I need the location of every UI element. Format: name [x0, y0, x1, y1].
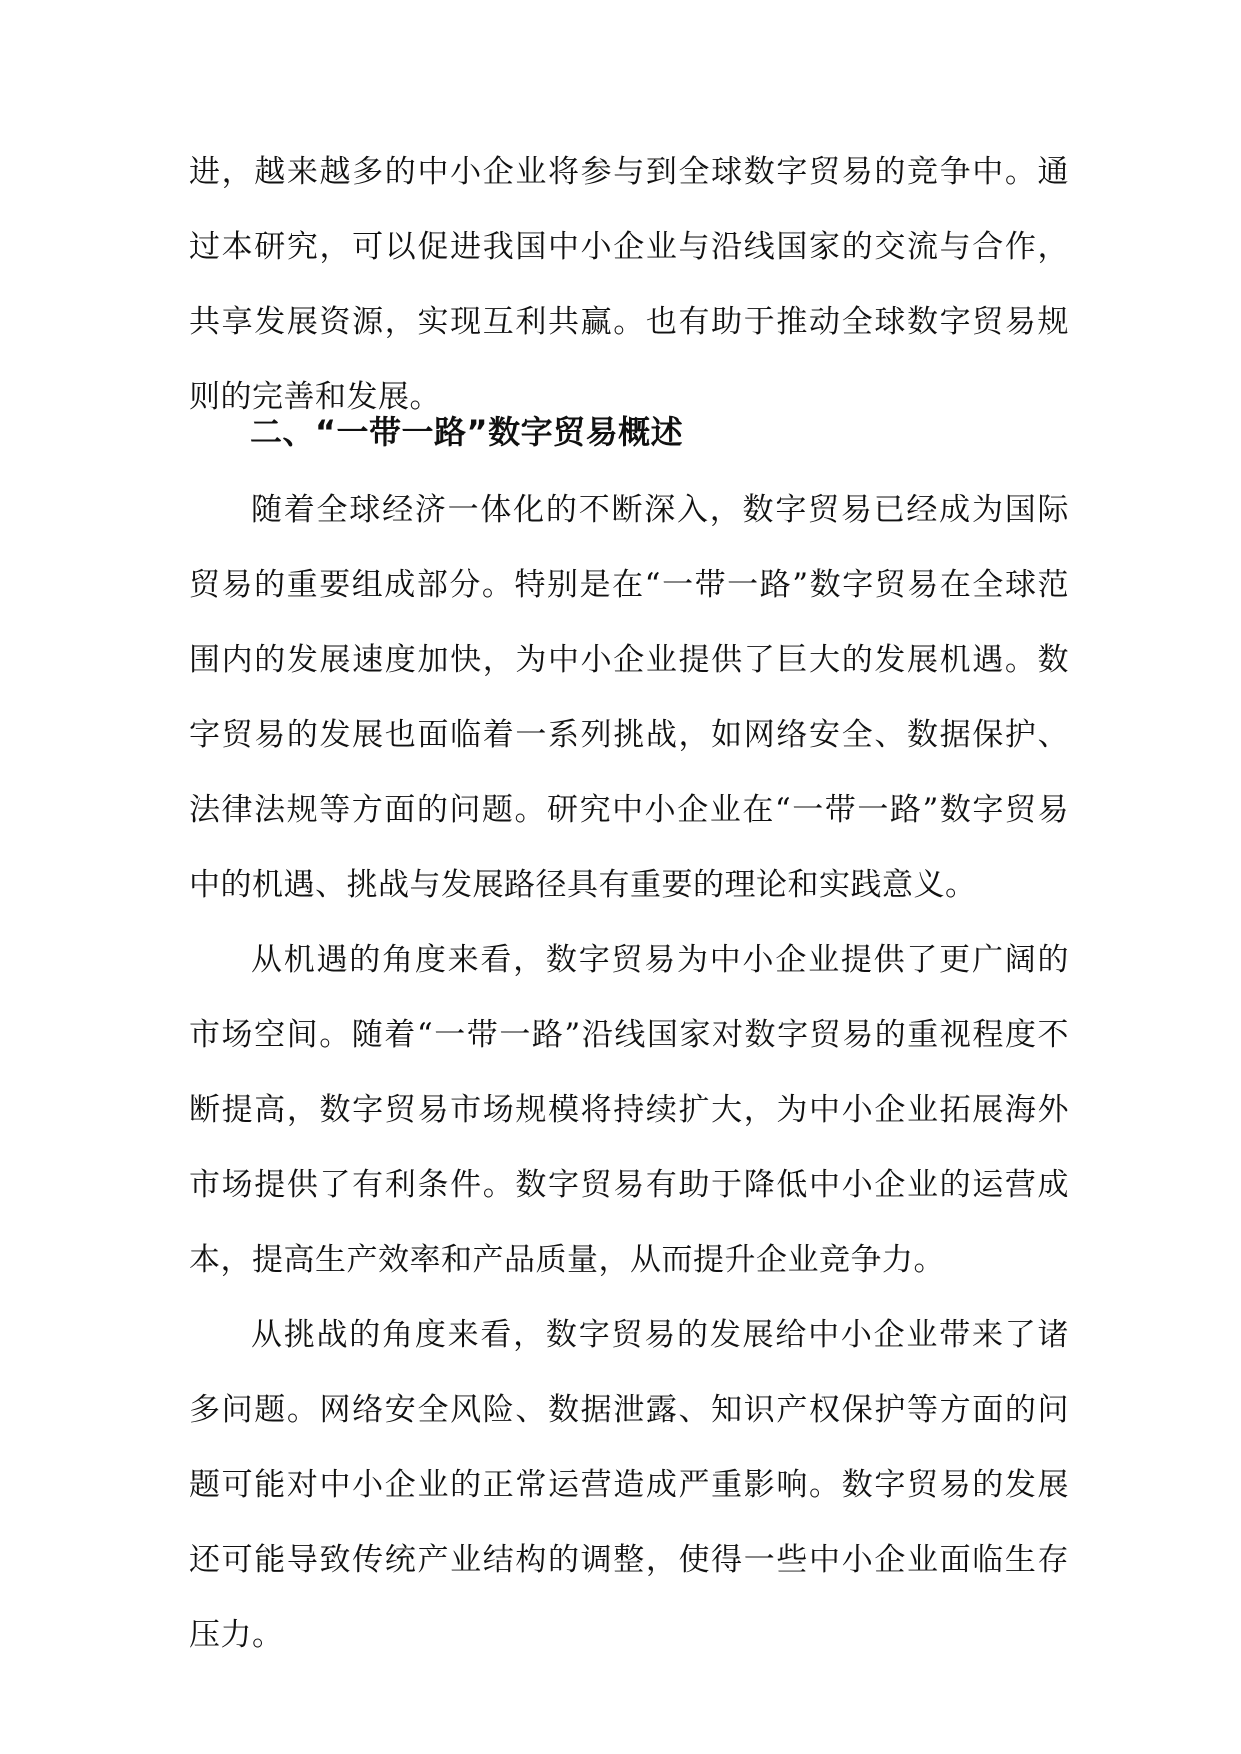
body-paragraph: 随着全球经济一体化的不断深入，数字贸易已经成为国际贸易的重要组成部分。特别是在“一带一路”数字贸易在全球范围内的发展速度加快，为中小企业提供了巨大的发展机遇。数字贸易的发展也面临着一系列挑战，如网络安全、数据保护、法律法规等方面的问题。研究中小企业在“一带一路”数字贸易中的机遇、挑战与发展路径具有重要的理论和实践意义。: [189, 492, 1069, 903]
section-heading: 二、“一带一路”数字贸易概述: [250, 413, 684, 451]
section-body: [189, 473, 1069, 1673]
continuation-block: [189, 135, 1069, 435]
body-paragraph: 从机遇的角度来看，数字贸易为中小企业提供了更广阔的市场空间。随着“一带一路”沿线国家对数字贸易的重视程度不断提高，数字贸易市场规模将持续扩大，为中小企业拓展海外市场提供了有利条件。数字贸易有助于降低中小企业的运营成本，提高生产效率和产品质量，从而提升企业竞争力。: [189, 942, 1069, 1278]
continuation-paragraph: 进，越来越多的中小企业将参与到全球数字贸易的竞争中。通过本研究，可以促进我国中小企业与沿线国家的交流与合作，共享发展资源，实现互利共赢。也有助于推动全球数字贸易规则的完善和发展。: [189, 154, 1069, 415]
body-paragraph: 从挑战的角度来看，数字贸易的发展给中小企业带来了诸多问题。网络安全风险、数据泄露、知识产权保护等方面的问题可能对中小企业的正常运营造成严重影响。数字贸易的发展还可能导致传统产业结构的调整，使得一些中小企业面临生存压力。: [189, 1317, 1069, 1653]
